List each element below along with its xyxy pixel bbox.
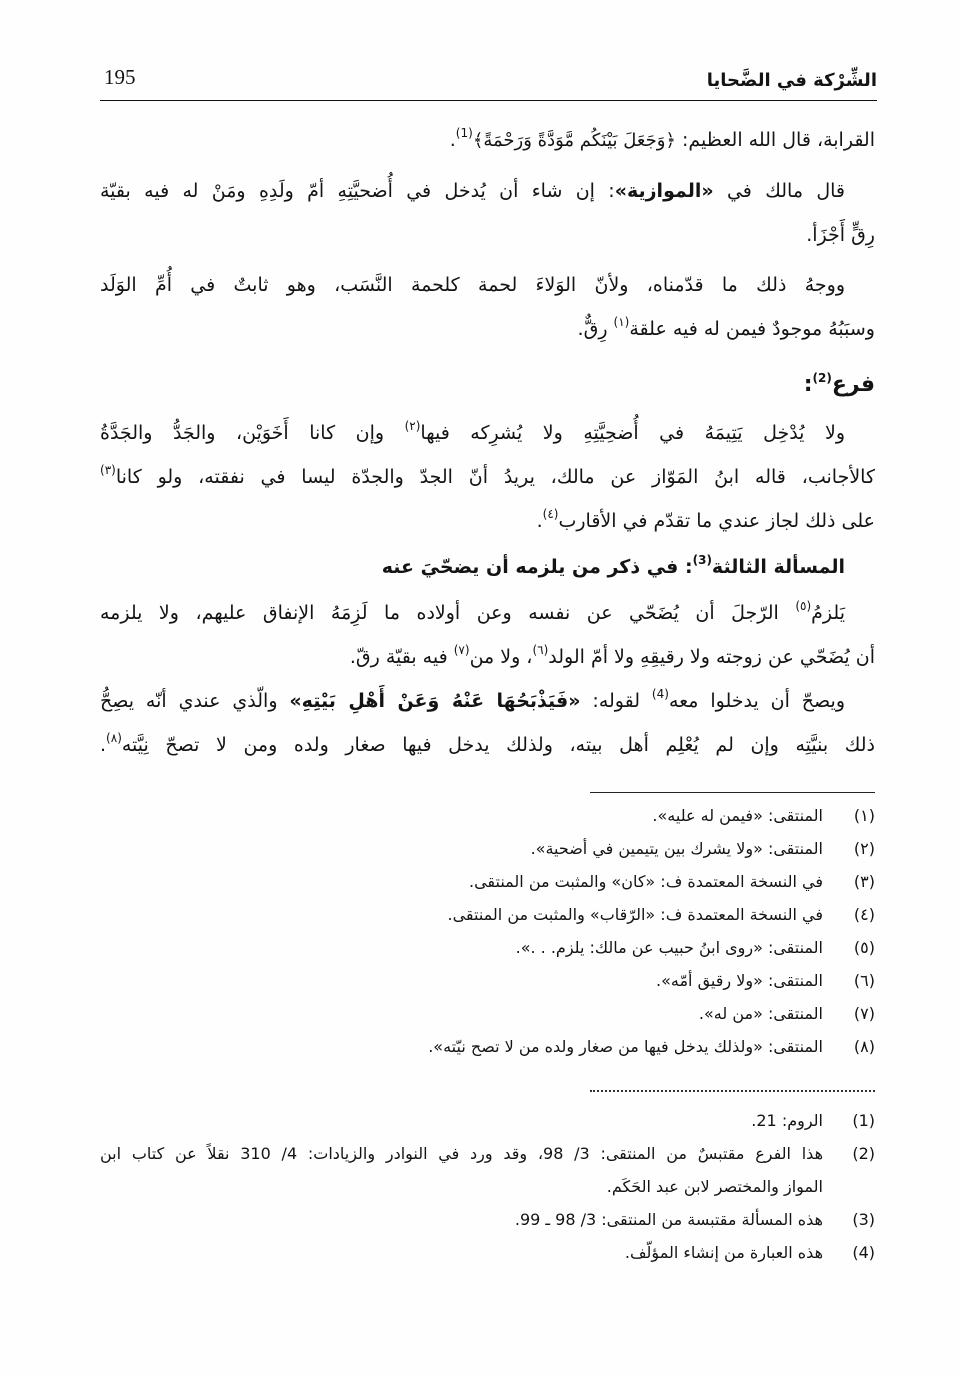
text-run: . — [536, 510, 543, 532]
source-note-item — [100, 1137, 875, 1203]
heading-text: المسألة الثالثة — [711, 556, 845, 578]
footnote-ref-marker: (3) — [692, 553, 712, 567]
footnote-item — [100, 898, 875, 931]
text-run: ولا يُدْخِل يَتِيمَهُ في أُضحِيَّتِهِ ولا يُشرِكه فيها — [420, 422, 846, 444]
source-note-text — [100, 1203, 823, 1236]
footnote-item — [100, 1030, 875, 1063]
source-note-text — [100, 1236, 823, 1269]
paragraph — [100, 263, 875, 351]
text-run: . — [100, 734, 107, 756]
dotted-separator — [590, 1090, 875, 1092]
footnote-ref-marker: (٥) — [795, 599, 812, 613]
source-note-line: هذه المسألة مقتبسة من المنتقى: 3/ 98 ـ 99. — [514, 1210, 823, 1229]
text-line — [100, 213, 875, 257]
text-run: وإن كانا أَخَوَيْن، والجَدُّ والجَدَّةُ — [100, 422, 405, 444]
source-note-line: الروم: 21. — [751, 1111, 823, 1130]
paragraph — [100, 118, 875, 163]
text-line — [100, 263, 875, 307]
running-title: الشِّرْكة في الضَّحايا — [706, 70, 877, 91]
source-notes-list — [100, 1104, 875, 1269]
text-run: ووجهُ ذلك ما قدّمناه، ولأنّ الوَلاءَ لحمة كلحمة النَّسَب، وهو ثابتٌ في أُمِّ الوَلَد — [100, 274, 845, 296]
text-run: يَلزمُ — [811, 602, 845, 624]
source-note-text — [100, 1137, 823, 1203]
footnote-number: (٧) — [853, 1004, 875, 1023]
text-line — [100, 499, 875, 543]
text-run: ذلك بنيَّتِه وإن لم يُعْلِم أهل بيته، ولذلك يدخل فيها صغار ولده ومن لا تصحّ نِيَّته — [121, 734, 875, 756]
footnote-ref-marker: (١) — [613, 315, 630, 329]
footnote-ref-marker: (٧) — [453, 643, 470, 657]
section-heading — [100, 545, 875, 589]
footnote-item — [100, 832, 875, 865]
footnote-ref-marker: (٨) — [106, 731, 122, 745]
text-line — [100, 455, 875, 499]
footnote-text: المنتقى: «ولذلك يدخل فيها من صغار ولده من لا تصح نيّته». — [428, 1037, 823, 1056]
source-note-line: المواز والمختصر لابن عبد الحَكَم. — [606, 1177, 823, 1196]
footnote-number: (١) — [853, 806, 875, 825]
footnote-text: المنتقى: «من له». — [698, 1004, 823, 1023]
heading-text: فرع — [831, 372, 875, 397]
text-run: رِقٍّ أَجْزَأ. — [806, 224, 875, 246]
text-run: والّذي عندي أنّه يصِحُّ — [100, 690, 290, 712]
text-line — [100, 307, 875, 351]
source-title: «الموازية» — [614, 180, 714, 202]
text-line — [100, 679, 875, 723]
source-note-number: (4) — [852, 1243, 875, 1262]
text-run: رِقٌّ. — [577, 318, 614, 340]
source-note-text — [100, 1104, 823, 1137]
text-line — [100, 169, 875, 213]
text-run: أن يُضَحّي عن زوجته ولا رقيقِهِ ولا أمّ الولد — [548, 646, 875, 668]
footnote-separator — [590, 792, 875, 793]
text-run: قال مالك في — [713, 180, 845, 202]
text-run: فيه بقيّة رقّ. — [349, 646, 454, 668]
footnote-text: المنتقى: «فيمن له عليه». — [652, 806, 823, 825]
heading-text: : — [803, 372, 813, 397]
footnote-item — [100, 865, 875, 898]
text-run: على ذلك لجاز عندي ما تقدّم في الأقارب — [558, 510, 875, 532]
footnote-number: (٨) — [853, 1037, 875, 1056]
footnote-ref-marker: (2) — [812, 371, 832, 385]
footnote-item — [100, 997, 875, 1030]
footnote-number: (٣) — [853, 872, 875, 891]
running-header — [100, 62, 877, 101]
page-number: 195 — [104, 65, 136, 89]
text-run: وسبَبُهُ موجودٌ فيمن له فيه علقة — [629, 318, 875, 340]
footnote-text: في النسخة المعتمدة ف: «كان» والمثبت من المنتقى. — [468, 872, 823, 891]
section-heading — [100, 363, 875, 407]
footnote-ref-marker: (1) — [455, 126, 473, 140]
footnote-number: (٢) — [853, 839, 875, 858]
footnote-text: المنتقى: «ولا رقيق أمّه». — [656, 971, 823, 990]
footnote-item — [100, 799, 875, 832]
footnote-number: (٤) — [853, 905, 875, 924]
text-run: : إن شاء أن يُدخل في أُضحيَّتِهِ أمّ ولَدِهِ ومَنْ له فيه بقيّة — [100, 180, 615, 202]
text-run: ويصحّ أن يدخلوا معه — [668, 690, 846, 712]
footnote-number: (٥) — [853, 938, 875, 957]
footnote-number: (٦) — [853, 971, 875, 990]
text-line — [100, 635, 875, 679]
footnote-ref-marker: (٢) — [404, 419, 421, 433]
page-body — [100, 118, 875, 1269]
footnote-ref-marker: (4) — [651, 687, 669, 701]
source-note-item — [100, 1203, 875, 1236]
text-run: القرابة، قال الله العظيم: — [675, 129, 875, 151]
heading-text: : في ذكر من يلزمه أن يضحّيَ عنه — [381, 556, 693, 578]
footnote-ref-marker: (٦) — [532, 643, 549, 657]
source-note-line: هذا الفرع مقتبسٌ من المنتقى: 3/ 98، وقد ورد في النوادر والزيادات: 4/ 310 نقلاً عن كتاب ابن — [100, 1144, 823, 1163]
text-line — [100, 723, 875, 767]
footnote-ref-marker: (٤) — [542, 507, 559, 521]
source-note-number: (1) — [852, 1111, 875, 1130]
source-note-number: (2) — [852, 1144, 875, 1163]
text-run: لقوله: — [580, 690, 652, 712]
source-note-line: هذه العبارة من إنشاء المؤلّف. — [624, 1243, 823, 1262]
paragraph — [100, 169, 875, 257]
footnote-ref-marker: (٣) — [100, 463, 116, 477]
text-line — [100, 411, 875, 455]
quran-verse: ﴿وَجَعَلَ بَيْنَكُم مَّوَدَّةً وَرَحْمَةً﴾ — [472, 130, 676, 151]
text-line — [100, 118, 875, 163]
text-run: ، ولا من — [469, 646, 533, 668]
footnote-item — [100, 964, 875, 997]
source-note-item — [100, 1236, 875, 1269]
hadith-quote: «فَيَذْبَحُهَا عَنْهُ وَعَنْ أَهْلِ بَيْتِهِ» — [289, 690, 581, 712]
paragraph — [100, 591, 875, 679]
paragraph — [100, 679, 875, 767]
footnote-list — [100, 799, 875, 1063]
paragraph — [100, 411, 875, 543]
footnote-text: المنتقى: «روى ابنُ حبيب عن مالك: يلزم. . .». — [515, 938, 823, 957]
source-note-item — [100, 1104, 875, 1137]
text-run: الرّجلَ أن يُضَحّي عن نفسه وعن أولاده ما لَزِمَهُ الإنفاق عليهم، ولا يلزمه — [100, 602, 796, 624]
footnote-item — [100, 931, 875, 964]
text-run: كالأجانب، قاله ابنُ المَوّاز عن مالك، يريدُ أنّ الجدّ والجدّة ليسا في نفقته، ولو كانا — [115, 466, 875, 488]
text-run: . — [449, 129, 456, 151]
text-line — [100, 591, 875, 635]
footnote-text: في النسخة المعتمدة ف: «الرّقاب» والمثبت من المنتقى. — [447, 905, 823, 924]
footnote-text: المنتقى: «ولا يشرك بين يتيمين في أضحية». — [530, 839, 823, 858]
source-note-number: (3) — [852, 1210, 875, 1229]
